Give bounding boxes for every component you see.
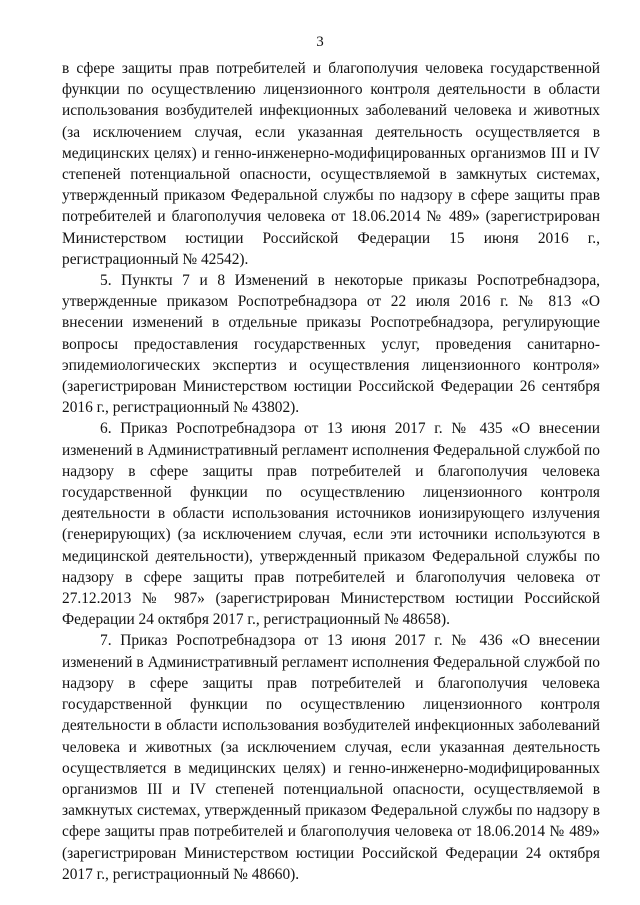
paragraph-item-7: 7. Приказ Роспотребнадзора от 13 июня 2017 г. № 436 «О внесении изменений в Административный регламент исполнения Федеральной службой по надзору в сфере защиты прав потребителей и благополучия человека государственной функции по осуществлению лицензионного контроля деятельности в области использования возбудителей инфекционных заболеваний человека и животных (за исключением случая, если указанная деятельность осуществляется в медицинских целях) и генно-инженерно-модифицированных организмов III и IV степеней потенциальной опасности, осуществляемой в замкнутых системах, утвержденный приказом Федеральной службы по надзору в сфере защиты прав потребителей и благополучия человека от 18.06.2014 № 489» (зарегистрирован Министерством юстиции Российской Федерации 24 октября 2017 г., регистрационный № 48660). (62, 632, 600, 883)
paragraph-item-6: 6. Приказ Роспотребнадзора от 13 июня 2017 г. № 435 «О внесении изменений в Административный регламент исполнения Федеральной службой по надзору в сфере защиты прав потребителей и благополучия человека государственной функции по осуществлению лицензионного контроля деятельности в области использования источников ионизирующего излучения (генерирующих) (за исключением случая, если эти источники используются в медицинской деятельности), утвержденный приказом Федеральной службы по надзору в сфере защиты прав потребителей и благополучия человека от 27.12.2013 № 987» (зарегистрирован Министерством юстиции Российской Федерации 24 октября 2017 г., регистрационный № 48658). (62, 420, 600, 629)
paragraph-continuation: в сфере защиты прав потребителей и благополучия человека государственной функции по осуществлению лицензионного контроля деятельности в области использования возбудителей инфекционных заболеваний человека и животных (за исключением случая, если указанная деятельность осуществляется в медицинских целях) и генно-инженерно-модифицированных организмов III и IV степеней потенциальной опасности, осуществляемой в замкнутых системах, утвержденный приказом Федеральной службы по надзору в сфере защиты прав потребителей и благополучия человека от 18.06.2014 № 489» (зарегистрирован Министерством юстиции Российской Федерации 15 июня 2016 г., регистрационный № 42542). (62, 60, 600, 268)
page-number: 3 (316, 34, 324, 50)
paragraph-item-5: 5. Пункты 7 и 8 Изменений в некоторые приказы Роспотребнадзора, утвержденные приказом Роспотребнадзора от 22 июля 2016 г. № 813 «О внесении изменений в отдельные приказы Роспотребнадзора, регулирующие вопросы предоставления государственных услуг, проведения санитарно-эпидемиологических экспертиз и осуществления лицензионного контроля» (зарегистрирован Министерством юстиции Российской Федерации 26 сентября 2016 г., регистрационный № 43802). (62, 272, 600, 417)
document-body (62, 58, 600, 885)
